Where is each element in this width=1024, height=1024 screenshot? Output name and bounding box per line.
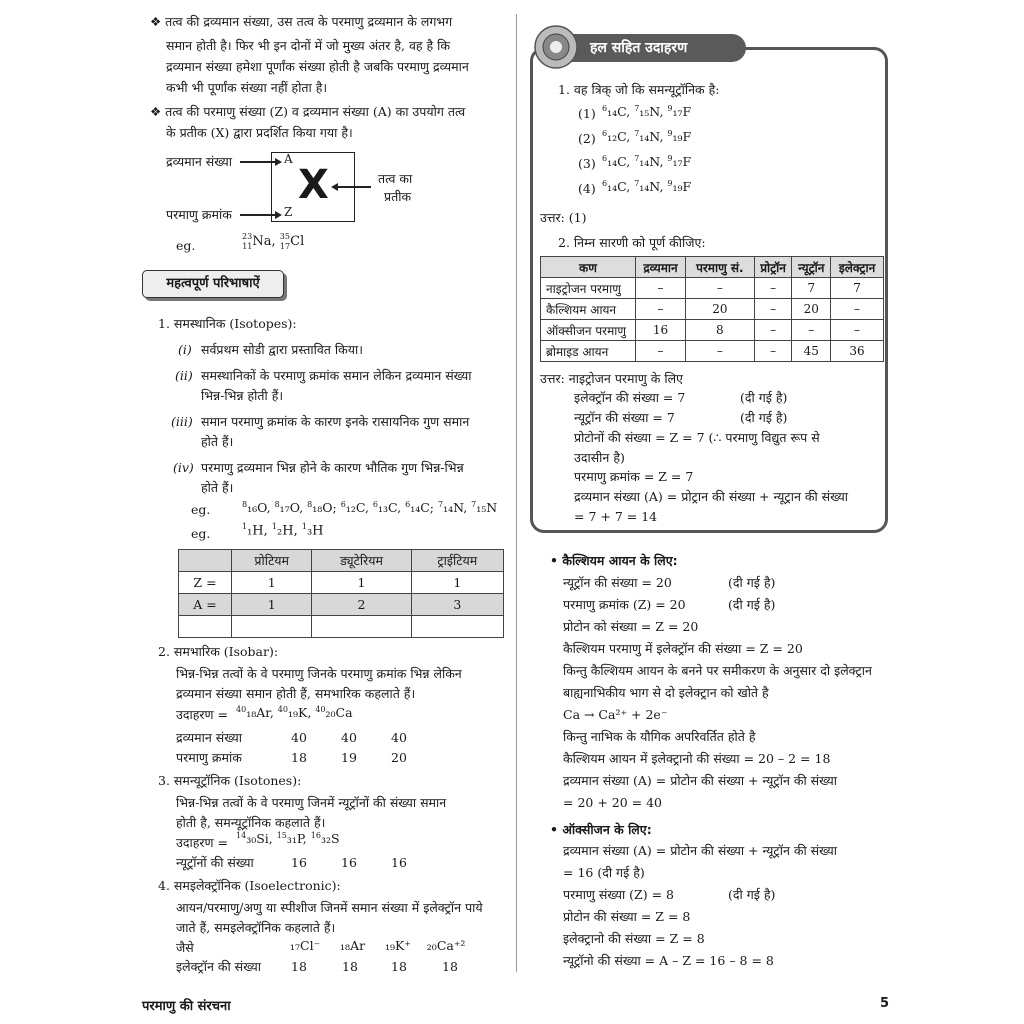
calcium-heading: • कैल्शियम आयन के लिए: xyxy=(550,553,678,568)
table-cell: – xyxy=(792,320,831,341)
column-divider xyxy=(516,14,517,972)
table-cell: A = xyxy=(179,594,232,616)
item-num: (iv) xyxy=(173,460,194,475)
table-row xyxy=(541,320,884,341)
table-cell: – xyxy=(686,278,755,299)
calcium-line: बाह्यनाभिकीय भाग से दो इलेक्ट्रान को खोते है xyxy=(563,685,769,700)
option-num: (3) xyxy=(578,156,596,171)
row-value: 40 xyxy=(391,730,407,745)
isobar-heading: 2. समभारिक (Isobar): xyxy=(158,644,279,659)
isobar-text: द्रव्यमान संख्या समान होती हैं, समभारिक कहलाते हैं। xyxy=(176,686,416,701)
table-cell xyxy=(179,616,232,638)
option-num: (2) xyxy=(578,131,596,146)
table-header: प्रोटियम xyxy=(232,550,312,572)
answer-line: न्यूट्रॉन की संख्या = 7 xyxy=(574,410,675,425)
example-label: eg. xyxy=(176,238,196,253)
table-header: परमाणु सं. xyxy=(686,257,755,278)
table-row xyxy=(541,278,884,299)
table-cell: 3 xyxy=(411,594,503,616)
isotope-point: परमाणु द्रव्यमान भिन्न होने के कारण भौतिक गुण भिन्न-भिन्न xyxy=(201,460,464,475)
answer-line: प्रोटोनों की संख्या = Z = 7 (∴ परमाणु विद्युत रूप से xyxy=(574,430,820,445)
answer-line: परमाणु क्रमांक = Z = 7 xyxy=(574,469,694,484)
para2-line: ❖ तत्व की परमाणु संख्या (Z) व द्रव्यमान संख्या (A) का उपयोग तत्व xyxy=(150,104,466,119)
table-cell: 36 xyxy=(831,341,884,362)
table-header: न्यूट्रॉन xyxy=(792,257,831,278)
chapter-title: परमाणु की संरचना xyxy=(142,999,231,1014)
calcium-line: द्रव्यमान संख्या (A) = प्रोटोन की संख्या + न्यूट्रॉन की संख्या xyxy=(563,773,837,788)
like-label: जैसे xyxy=(176,940,194,955)
table-row xyxy=(541,299,884,320)
arrow-left-icon xyxy=(333,186,371,188)
answer-2-heading: उत्तर: नाइट्रोजन परमाणु के लिए xyxy=(540,371,683,386)
hydrogen-isotope-table xyxy=(178,549,504,638)
row-label: इलेक्ट्रॉन की संख्या xyxy=(176,959,261,974)
calcium-line: कैल्शियम परमाणु में इलेक्ट्रॉन की संख्या = Z = 20 xyxy=(563,641,803,656)
given-note: (दी गई है) xyxy=(740,390,788,405)
definitions-heading: महत्वपूर्ण परिभाषाऐं xyxy=(142,270,284,298)
atomic-number-label: परमाणु क्रमांक xyxy=(166,207,232,222)
para2-line: के प्रतीक (X) द्वारा प्रदर्शित किया गया है। xyxy=(166,125,353,140)
table-header xyxy=(179,550,232,572)
oxygen-line: = 16 (दी गई है) xyxy=(563,865,645,880)
row-label: द्रव्यमान संख्या xyxy=(176,730,243,745)
given-note: (दी गई है) xyxy=(728,597,776,612)
para1-line: समान होती है। फिर भी इन दोनों में जो मुख्य अंतर है, वह है कि xyxy=(166,38,450,53)
table-cell: 20 xyxy=(686,299,755,320)
option-num: (1) xyxy=(578,106,596,121)
calcium-line: कैल्शियम आयन में इलेक्ट्रानो की संख्या = 20 – 2 = 18 xyxy=(563,751,831,766)
question-1: 1. वह त्रिक् जो कि समन्यूट्रॉनिक है: xyxy=(558,82,720,97)
table-header: द्रव्यमान xyxy=(636,257,686,278)
oxygen-line: न्यूट्रॉनो की संख्या = A – Z = 16 – 8 = 8 xyxy=(563,953,774,968)
table-cell: – xyxy=(754,341,792,362)
isotopes-heading: 1. समस्थानिक (Isotopes): xyxy=(158,316,297,331)
isotones-heading: 3. समन्यूट्रॉनिक (Isotones): xyxy=(158,773,302,788)
option-num: (4) xyxy=(578,181,596,196)
option-text: $^6$₁₄C, $^7$₁₅N, $^9$₁₇F xyxy=(602,104,692,120)
item-num: (i) xyxy=(178,342,192,357)
answer-line: = 7 + 7 = 14 xyxy=(574,509,658,524)
table-cell: कैल्शियम आयन xyxy=(541,299,636,320)
table-cell: – xyxy=(636,341,686,362)
table-cell: – xyxy=(636,278,686,299)
option-text: $^6$₁₂C, $^7$₁₄N, $^9$₁₉F xyxy=(602,129,692,145)
row-value: 16 xyxy=(291,855,307,870)
row-label: परमाणु क्रमांक xyxy=(176,750,242,765)
hydrogen-isotopes: $^1$₁H, $^1$₂H, $^1$₃H xyxy=(242,522,324,539)
para1-line: द्रव्यमान संख्या हमेशा पूर्णांक संख्या होती है जबकि परमाणु द्रव्यमान xyxy=(166,59,469,74)
example-label: eg. xyxy=(191,526,211,541)
row-label: न्यूट्रॉनों की संख्या xyxy=(176,855,254,870)
z-label: Z xyxy=(284,205,293,219)
table-cell xyxy=(411,616,503,638)
row-value: 18 xyxy=(391,959,407,974)
table-header: ड्यूटेरियम xyxy=(312,550,411,572)
row-value: 18 xyxy=(442,959,458,974)
example-label: उदाहरण = xyxy=(176,835,228,850)
table-cell: – xyxy=(636,299,686,320)
table-cell: 20 xyxy=(792,299,831,320)
para1-line: कभी भी पूर्णांक संख्या नहीं होता है। xyxy=(166,80,328,95)
calcium-line: प्रोटोन को संख्या = Z = 20 xyxy=(563,619,699,634)
table-cell xyxy=(312,616,411,638)
table-cell: – xyxy=(754,278,792,299)
row-value: 16 xyxy=(341,855,357,870)
table-row xyxy=(541,341,884,362)
para1-line: ❖ तत्व की द्रव्यमान संख्या, उस तत्व के परमाणु द्रव्यमान के लगभग xyxy=(150,14,453,29)
question-2: 2. निम्न सारणी को पूर्ण कीजिए: xyxy=(558,235,706,250)
isotope-example: $^8$₁₆O, $^8$₁₇O, $^8$₁₈O; $^6$₁₂C, $^6$₁₃C, $^6$₁₄C; $^7$₁₄N, $^7$₁₅N xyxy=(242,500,498,516)
calcium-line: किन्तु नाभिक के यौगिक अपरिवर्तित होते है xyxy=(563,729,756,744)
table-cell: 7 xyxy=(792,278,831,299)
option-text: $^6$₁₄C, $^7$₁₄N, $^9$₁₉F xyxy=(602,179,692,195)
table-header: इलेक्ट्रान xyxy=(831,257,884,278)
table-cell: ब्रोमाइड आयन xyxy=(541,341,636,362)
answer-line: उदासीन है) xyxy=(574,450,625,465)
isobar-example: $^{40}$₁₈Ar, $^{40}$₁₉K, $^{40}$₂₀Ca xyxy=(236,705,353,721)
isotones-text: होती है, समन्यूट्रॉनिक कहलाते हैं। xyxy=(176,815,326,830)
row-value: 20 xyxy=(391,750,407,765)
isoelectronic-text: जाते हैं, समइलेक्ट्रॉनिक कहलाते हैं। xyxy=(176,920,336,935)
oxygen-line: प्रोटोन की संख्या = Z = 8 xyxy=(563,909,691,924)
isotope-point: समान परमाणु क्रमांक के कारण इनके रासायनिक गुण समान xyxy=(201,414,470,429)
given-note: (दी गई है) xyxy=(740,410,788,425)
isotones-example: $^{14}$₃₀Si, $^{15}$₃₁P, $^{16}$₃₂S xyxy=(236,831,340,847)
table-cell: – xyxy=(831,299,884,320)
isotones-text: भिन्न-भिन्न तत्वों के वे परमाणु जिनमें न्यूट्रॉनों की संख्या समान xyxy=(176,795,447,810)
example-label: eg. xyxy=(191,502,211,517)
oxygen-line: परमाणु संख्या (Z) = 8 xyxy=(563,887,674,902)
row-value: 18 xyxy=(342,959,358,974)
oxygen-line: इलेक्ट्रानो की संख्या = Z = 8 xyxy=(563,931,705,946)
isobar-text: भिन्न-भिन्न तत्वों के वे परमाणु जिनके परमाणु क्रमांक भिन्न लेकिन xyxy=(176,666,462,681)
given-note: (दी गई है) xyxy=(728,887,776,902)
answer-1: उत्तर: (1) xyxy=(540,210,587,225)
oxygen-line: द्रव्यमान संख्या (A) = प्रोटोन की संख्या + न्यूट्रॉन की संख्या xyxy=(563,843,837,858)
isotope-point: सर्वप्रथम सोडी द्वारा प्रस्तावित किया। xyxy=(201,342,363,357)
table-cell: – xyxy=(754,320,792,341)
isotope-point: होते हैं। xyxy=(201,434,234,449)
table-cell: 2 xyxy=(312,594,411,616)
table-cell: 7 xyxy=(831,278,884,299)
mass-number-label: द्रव्यमान संख्या xyxy=(166,154,233,169)
solved-examples-title: हल सहित उदाहरण xyxy=(560,34,746,62)
given-note: (दी गई है) xyxy=(728,575,776,590)
table-cell: 16 xyxy=(636,320,686,341)
row-value: 18 xyxy=(291,959,307,974)
a-label: A xyxy=(284,152,293,166)
table-cell: – xyxy=(831,320,884,341)
isoelectronic-text: आयन/परमाणु/अणु या स्पीशीज जिनमें समान संख्या में इलेक्ट्रॉन पाये xyxy=(176,900,483,915)
row-value: 18 xyxy=(291,750,307,765)
table-cell: 1 xyxy=(312,572,411,594)
table-cell: नाइट्रोजन परमाणु xyxy=(541,278,636,299)
calcium-line: किन्तु कैल्शियम आयन के बनने पर समीकरण के अनुसार दो इलेक्ट्रान xyxy=(563,663,872,678)
answer-line: द्रव्यमान संख्या (A) = प्रोट्रान की संख्या + न्यूट्रान की संख्या xyxy=(574,489,848,504)
symbol-label: प्रतीक xyxy=(384,189,412,204)
table-cell: 1 xyxy=(411,572,503,594)
calcium-line: न्यूट्रॉन की संख्या = 20 xyxy=(563,575,672,590)
table-cell: 1 xyxy=(232,572,312,594)
symbol-label: तत्व का xyxy=(378,171,413,186)
row-value: 19 xyxy=(341,750,357,765)
calcium-equation: Ca → Ca²⁺ + 2e⁻ xyxy=(563,707,668,722)
nuclide-example: $^{23}_{11}$Na, $^{35}_{17}$Cl xyxy=(242,232,305,251)
oxygen-heading: • ऑक्सीजन के लिए: xyxy=(550,822,652,837)
table-header: ट्राईटियम xyxy=(411,550,503,572)
particles-table xyxy=(540,256,884,362)
row-value: 16 xyxy=(391,855,407,870)
example-label: उदाहरण = xyxy=(176,707,228,722)
option-text: $^6$₁₄C, $^7$₁₄N, $^9$₁₇F xyxy=(602,154,692,170)
x-symbol: X xyxy=(298,162,329,208)
isotope-point: होते हैं। xyxy=(201,480,234,495)
isoelectronic-example: ₁₇Cl⁻ ₁₈Ar ₁₉K⁺ ₂₀Ca⁺² xyxy=(290,938,466,953)
table-cell: – xyxy=(754,299,792,320)
table-header: कण xyxy=(541,257,636,278)
table-cell: 1 xyxy=(232,594,312,616)
flower-icon xyxy=(533,24,579,70)
item-num: (iii) xyxy=(171,414,193,429)
table-cell: Z = xyxy=(179,572,232,594)
table-cell: – xyxy=(686,341,755,362)
answer-line: इलेक्ट्रॉन की संख्या = 7 xyxy=(574,390,686,405)
item-num: (ii) xyxy=(175,368,193,383)
isoelectronic-heading: 4. समइलेक्ट्रॉनिक (Isoelectronic): xyxy=(158,878,341,893)
row-value: 40 xyxy=(341,730,357,745)
table-cell: 45 xyxy=(792,341,831,362)
table-cell: 8 xyxy=(686,320,755,341)
calcium-line: = 20 + 20 = 40 xyxy=(563,795,663,810)
table-cell: ऑक्सीजन परमाणु xyxy=(541,320,636,341)
isotope-point: समस्थानिकों के परमाणु क्रमांक समान लेकिन द्रव्यमान संख्या xyxy=(201,368,472,383)
isotope-point: भिन्न-भिन्न होती हैं। xyxy=(201,388,284,403)
page-number: 5 xyxy=(880,996,890,1011)
table-cell xyxy=(232,616,312,638)
table-header: प्रोट्रॉन xyxy=(754,257,792,278)
calcium-line: परमाणु क्रमांक (Z) = 20 xyxy=(563,597,686,612)
row-value: 40 xyxy=(291,730,307,745)
